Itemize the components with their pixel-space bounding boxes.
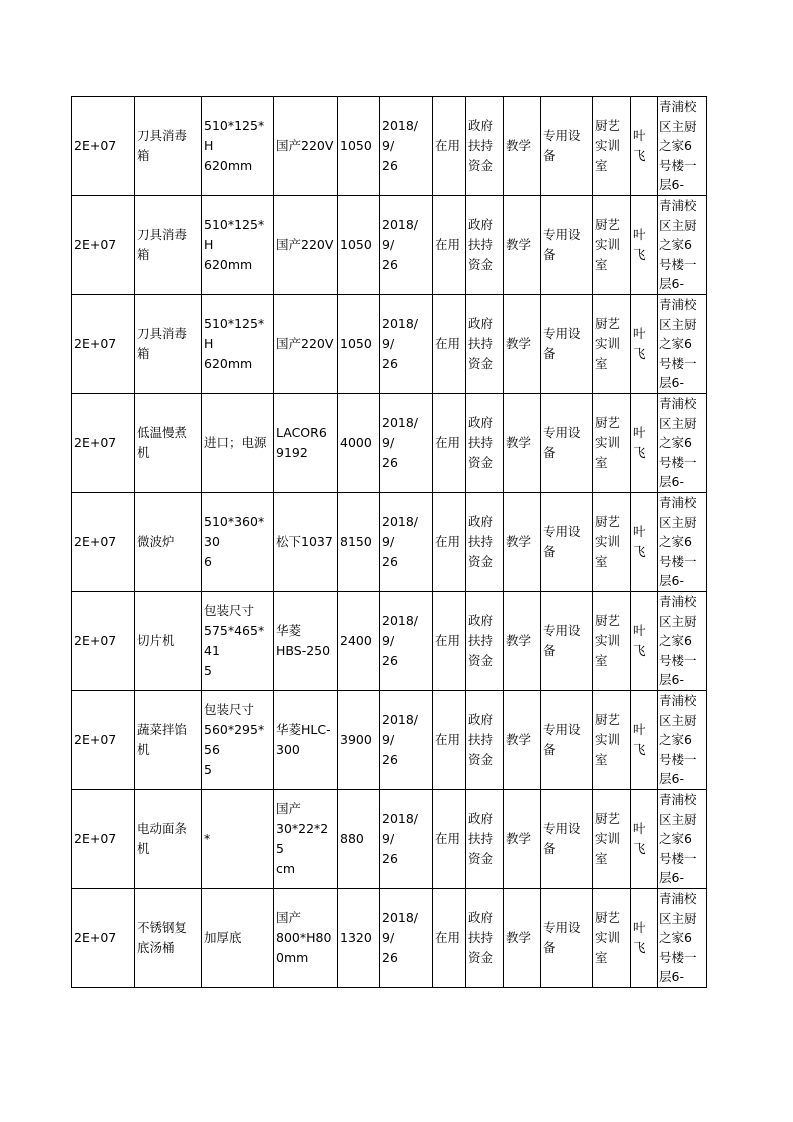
cell-status: 在用 <box>433 97 466 196</box>
cell-name: 电动面条 机 <box>135 790 202 889</box>
cell-location: 青浦校 区主厨 之家6 号楼一 层6- <box>658 592 707 691</box>
cell-keeper: 叶 飞 <box>631 394 658 493</box>
cell-use: 教学 <box>504 394 541 493</box>
cell-model: 国产220V <box>274 295 338 394</box>
cell-use: 教学 <box>504 196 541 295</box>
cell-spec: * <box>202 790 274 889</box>
cell-name: 低温慢煮 机 <box>135 394 202 493</box>
cell-spec: 加厚底 <box>202 889 274 988</box>
cell-category: 专用设 备 <box>541 790 593 889</box>
cell-fund: 政府 扶持 资金 <box>466 493 504 592</box>
cell-fund: 政府 扶持 资金 <box>466 97 504 196</box>
table-row <box>72 592 707 691</box>
cell-location: 青浦校 区主厨 之家6 号楼一 层6- <box>658 394 707 493</box>
cell-fund: 政府 扶持 资金 <box>466 196 504 295</box>
cell-keeper: 叶 飞 <box>631 493 658 592</box>
table-row <box>72 790 707 889</box>
cell-date: 2018/9/ 26 <box>380 790 433 889</box>
cell-dept: 厨艺 实训 室 <box>593 394 631 493</box>
cell-dept: 厨艺 实训 室 <box>593 493 631 592</box>
cell-price: 1050 <box>338 97 380 196</box>
cell-status: 在用 <box>433 691 466 790</box>
cell-category: 专用设 备 <box>541 493 593 592</box>
cell-dept: 厨艺 实训 室 <box>593 592 631 691</box>
cell-date: 2018/9/ 26 <box>380 592 433 691</box>
cell-model: 国产 800*H80 0mm <box>274 889 338 988</box>
cell-dept: 厨艺 实训 室 <box>593 97 631 196</box>
cell-status: 在用 <box>433 889 466 988</box>
cell-keeper: 叶 飞 <box>631 592 658 691</box>
cell-keeper: 叶 飞 <box>631 889 658 988</box>
cell-date: 2018/9/ 26 <box>380 295 433 394</box>
cell-keeper: 叶 飞 <box>631 790 658 889</box>
cell-location: 青浦校 区主厨 之家6 号楼一 层6- <box>658 295 707 394</box>
cell-use: 教学 <box>504 592 541 691</box>
cell-fund: 政府 扶持 资金 <box>466 295 504 394</box>
cell-location: 青浦校 区主厨 之家6 号楼一 层6- <box>658 196 707 295</box>
cell-model: 松下1037 <box>274 493 338 592</box>
cell-name: 蔬菜拌馅 机 <box>135 691 202 790</box>
cell-keeper: 叶 飞 <box>631 691 658 790</box>
cell-price: 4000 <box>338 394 380 493</box>
cell-status: 在用 <box>433 196 466 295</box>
cell-keeper: 叶 飞 <box>631 97 658 196</box>
cell-name: 切片机 <box>135 592 202 691</box>
cell-dept: 厨艺 实训 室 <box>593 889 631 988</box>
cell-code: 2E+07 <box>72 295 135 394</box>
cell-category: 专用设 备 <box>541 889 593 988</box>
cell-code: 2E+07 <box>72 97 135 196</box>
cell-name: 不锈钢复 底汤桶 <box>135 889 202 988</box>
cell-location: 青浦校 区主厨 之家6 号楼一 层6- <box>658 493 707 592</box>
cell-spec: 包装尺寸 560*295*56 5 <box>202 691 274 790</box>
cell-code: 2E+07 <box>72 889 135 988</box>
table-row <box>72 889 707 988</box>
cell-code: 2E+07 <box>72 592 135 691</box>
cell-code: 2E+07 <box>72 196 135 295</box>
cell-fund: 政府 扶持 资金 <box>466 592 504 691</box>
cell-use: 教学 <box>504 493 541 592</box>
cell-price: 2400 <box>338 592 380 691</box>
cell-price: 1050 <box>338 295 380 394</box>
cell-spec: 包装尺寸 575*465*41 5 <box>202 592 274 691</box>
cell-spec: 510*125*H 620mm <box>202 295 274 394</box>
cell-name: 刀具消毒 箱 <box>135 196 202 295</box>
cell-status: 在用 <box>433 790 466 889</box>
asset-table <box>71 96 707 988</box>
cell-model: 华菱HLC- 300 <box>274 691 338 790</box>
cell-keeper: 叶 飞 <box>631 196 658 295</box>
table-row <box>72 196 707 295</box>
cell-dept: 厨艺 实训 室 <box>593 196 631 295</box>
cell-name: 微波炉 <box>135 493 202 592</box>
cell-category: 专用设 备 <box>541 196 593 295</box>
cell-use: 教学 <box>504 97 541 196</box>
cell-price: 1050 <box>338 196 380 295</box>
cell-fund: 政府 扶持 资金 <box>466 790 504 889</box>
cell-date: 2018/9/ 26 <box>380 493 433 592</box>
cell-code: 2E+07 <box>72 493 135 592</box>
cell-category: 专用设 备 <box>541 97 593 196</box>
table-row <box>72 691 707 790</box>
cell-date: 2018/9/ 26 <box>380 97 433 196</box>
cell-use: 教学 <box>504 889 541 988</box>
cell-location: 青浦校 区主厨 之家6 号楼一 层6- <box>658 889 707 988</box>
cell-use: 教学 <box>504 295 541 394</box>
cell-code: 2E+07 <box>72 691 135 790</box>
cell-model: 国产 30*22*25 cm <box>274 790 338 889</box>
cell-status: 在用 <box>433 295 466 394</box>
cell-status: 在用 <box>433 592 466 691</box>
cell-spec: 510*360*30 6 <box>202 493 274 592</box>
cell-location: 青浦校 区主厨 之家6 号楼一 层6- <box>658 691 707 790</box>
cell-spec: 510*125*H 620mm <box>202 97 274 196</box>
cell-dept: 厨艺 实训 室 <box>593 691 631 790</box>
cell-keeper: 叶 飞 <box>631 295 658 394</box>
cell-status: 在用 <box>433 493 466 592</box>
cell-name: 刀具消毒 箱 <box>135 97 202 196</box>
cell-category: 专用设 备 <box>541 394 593 493</box>
cell-location: 青浦校 区主厨 之家6 号楼一 层6- <box>658 790 707 889</box>
cell-price: 1320 <box>338 889 380 988</box>
cell-model: 国产220V <box>274 97 338 196</box>
cell-code: 2E+07 <box>72 790 135 889</box>
cell-location: 青浦校 区主厨 之家6 号楼一 层6- <box>658 97 707 196</box>
cell-use: 教学 <box>504 790 541 889</box>
cell-date: 2018/9/ 26 <box>380 691 433 790</box>
cell-status: 在用 <box>433 394 466 493</box>
table-row <box>72 295 707 394</box>
cell-name: 刀具消毒 箱 <box>135 295 202 394</box>
cell-date: 2018/9/ 26 <box>380 394 433 493</box>
cell-category: 专用设 备 <box>541 691 593 790</box>
cell-model: 国产220V <box>274 196 338 295</box>
cell-dept: 厨艺 实训 室 <box>593 790 631 889</box>
cell-spec: 510*125*H 620mm <box>202 196 274 295</box>
cell-use: 教学 <box>504 691 541 790</box>
cell-model: 华菱 HBS-250 <box>274 592 338 691</box>
cell-code: 2E+07 <box>72 394 135 493</box>
cell-date: 2018/9/ 26 <box>380 196 433 295</box>
cell-price: 3900 <box>338 691 380 790</box>
cell-price: 880 <box>338 790 380 889</box>
cell-category: 专用设 备 <box>541 592 593 691</box>
cell-fund: 政府 扶持 资金 <box>466 889 504 988</box>
cell-spec: 进口；电源 <box>202 394 274 493</box>
cell-date: 2018/9/ 26 <box>380 889 433 988</box>
table-row <box>72 97 707 196</box>
table-row <box>72 394 707 493</box>
cell-model: LACOR6 9192 <box>274 394 338 493</box>
table-row <box>72 493 707 592</box>
cell-fund: 政府 扶持 资金 <box>466 394 504 493</box>
cell-fund: 政府 扶持 资金 <box>466 691 504 790</box>
cell-price: 8150 <box>338 493 380 592</box>
cell-category: 专用设 备 <box>541 295 593 394</box>
cell-dept: 厨艺 实训 室 <box>593 295 631 394</box>
